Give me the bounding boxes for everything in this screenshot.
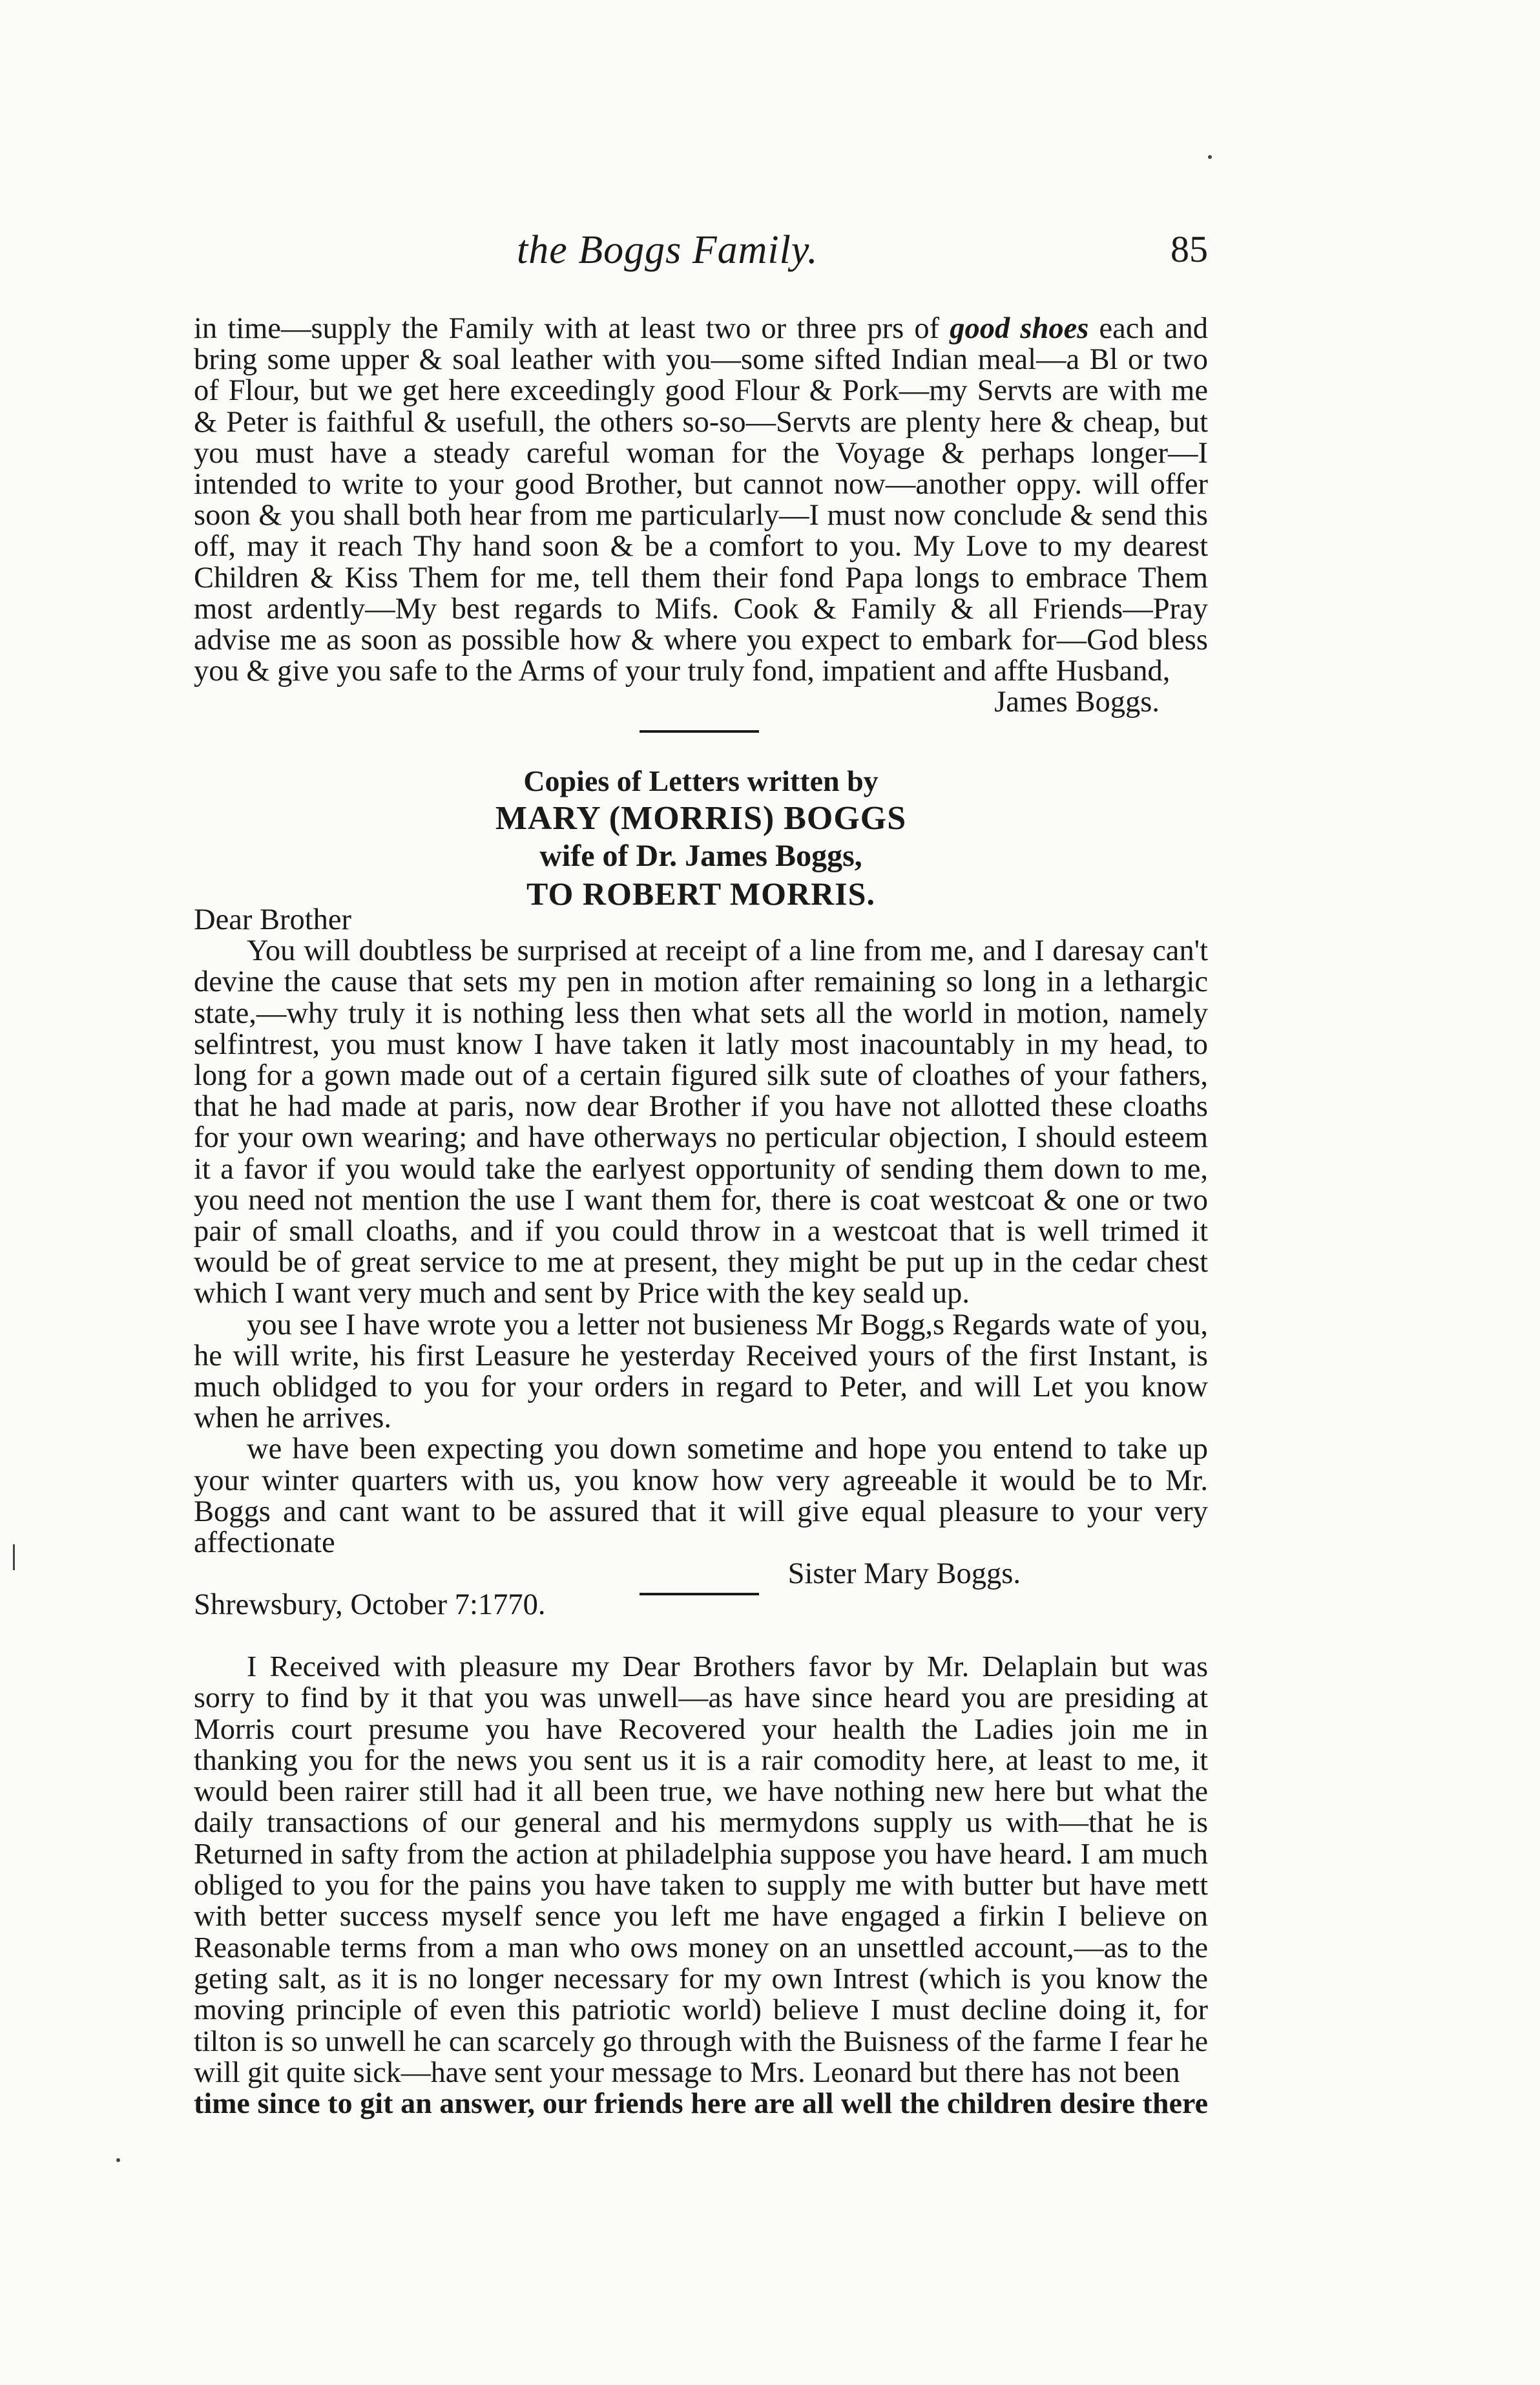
heading-line-name: MARY (MORRIS) BOGGS (495, 800, 907, 837)
scan-mark (1208, 155, 1212, 159)
letter-continuation (194, 313, 1208, 719)
running-title: the Boggs Family. (517, 228, 818, 272)
signature-james-boggs: James Boggs. (994, 686, 1160, 719)
section-heading (194, 762, 1208, 912)
dateline: Shrewsbury, October 7:1770. (194, 1588, 546, 1622)
letter-one (194, 905, 1208, 1621)
letter-two-last-line: time since to git an answer, our friends here are all well the children desire there (194, 2086, 1208, 2120)
letter-continuation-paragraph (194, 313, 1208, 687)
divider-rule (640, 730, 759, 733)
letter-one-paragraph-3: we have been expecting you down sometime and hope you entend to take up your winter quarters with us, you know how very agreeable it would be to Mr. Boggs and cant want to be assured that it will give equal pleasure to your very affectionate (194, 1433, 1208, 1560)
paragraph-text-pre: in time—supply the Family with at least two or three prs of (194, 312, 950, 345)
signature-mary-boggs: Sister Mary Boggs. (787, 1557, 1021, 1591)
letter-one-paragraph-2: you see I have wrote you a letter not busieness Mr Bogg,s Regards wate of you, he will write, his first Leasure he yesterday Received yours of the first Instant, is much oblidged to you for your orders in regard to Peter, and will Let you know when he arrives. (194, 1308, 1208, 1435)
page-number: 85 (1171, 228, 1208, 270)
divider-rule (640, 1593, 759, 1595)
scan-mark (116, 2158, 120, 2162)
emphasized-phrase: good shoes (950, 312, 1089, 345)
paragraph-text-post: each and bring some upper & soal leather with you—some sifted Indian meal—a Bl or two of Flour, but we get here exceedingly good Flour & Pork—my Servts are with me & Peter is faithful & usefull, the others so-so—Servts are plenty here & cheap, but you must have a steady careful woman for the Voyage & perhaps longer—I intended to write to your good Brother, but cannot now—another oppy. will offer soon & you shall both hear from me particularly—I must now conclude & send this off, may it reach Thy hand soon & be a comfort to you. My Love to my dearest Children & Kiss Them for me, tell them their fond Papa longs to embrace Them most ardently—My best regards to Mifs. Cook & Family & all Friends—Pray advise me as soon as possible how & where you expect to embark for—God bless you & give you safe to the Arms of your truly fond, impatient and affte Husband, (194, 312, 1208, 688)
salutation: Dear Brother (194, 903, 352, 936)
letter-one-paragraph-1: You will doubtless be surprised at receipt of a line from me, and I daresay can't devine the cause that sets my pen in motion after remaining so long in a lethargic state,—why truly it is nothing less then what sets all the world in motion, namely selfintrest, you must know I have taken it latly most inacountably in my head, to long for a gown made out of a certain figured silk sute of cloathes of your fathers, that he had made at paris, now dear Brother if you have not allotted these cloaths for your own wearing; and have otherways no perticular objection, I should esteem it a favor if you would take the earlyest opportunity of sending them down to me, you need not mention the use I want them for, there is coat westcoat & one or two pair of small cloaths, and if you could throw in a westcoat that is well trimed it would be of great service to me at present, they might be put up in the cedar chest which I want very much and sent by Price with the key seald up. (194, 934, 1208, 1310)
heading-line-recipient: TO ROBERT MORRIS. (526, 876, 875, 912)
letter-two (194, 1651, 1208, 2119)
letter-two-paragraph: I Received with pleasure my Dear Brothers favor by Mr. Delaplain but was sorry to find by it that you was unwell—as have since heard you are presiding at Morris court presume you have Recovered your health the Ladies join me in thanking you for the news you sent us it is a rair comodity here, at least to me, it would been rairer still had it all been true, we have nothing new here but what the daily transactions of our general and his mermydons supply us with—that he is Returned in safty from the action at philadelphia suppose you have heard. I am much obliged to you for the pains you have taken to supply me with butter but have mett with better success myself sence you left me have engaged a firkin I believe on Reasonable terms from a man who ows money on an unsettled account,—as to the geting salt, as it is no longer necessary for my own Intrest (which is you know the moving principle of even this patriotic world) believe I must decline doing it, for tilton is so unwell he can scarcely go through with the Buisness of the farme I fear he will git quite sick—have sent your message to Mrs. Leonard but there has not been (194, 1650, 1208, 2088)
heading-line-wife: wife of Dr. James Boggs, (539, 839, 862, 873)
page-header (194, 227, 1208, 279)
scan-mark (13, 1544, 15, 1570)
heading-line-copies: Copies of Letters written by (523, 764, 879, 797)
